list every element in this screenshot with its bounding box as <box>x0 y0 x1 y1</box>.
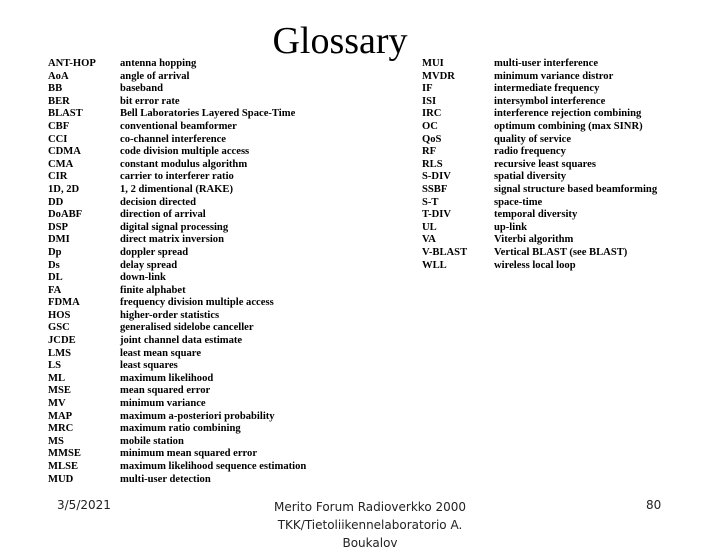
page-title: Glossary <box>272 20 408 62</box>
glossary-entry <box>48 134 328 147</box>
glossary-entry <box>48 285 328 298</box>
glossary-term: multi-user detection <box>120 473 211 485</box>
glossary-abbreviation: DoABF <box>48 209 83 221</box>
glossary-abbreviation: MSE <box>48 385 71 397</box>
glossary-term: baseband <box>120 83 163 95</box>
glossary-abbreviation: DD <box>48 196 64 208</box>
glossary-entry <box>48 184 328 197</box>
glossary-entry <box>48 322 328 335</box>
glossary-entry <box>422 108 712 121</box>
glossary-term: minimum variance <box>120 398 206 410</box>
glossary-term: digital signal processing <box>120 221 229 233</box>
footer-center-line1: Merito Forum Radioverkko 2000 <box>273 500 467 514</box>
glossary-abbreviation: DL <box>48 272 63 284</box>
glossary-abbreviation: QoS <box>422 133 442 145</box>
glossary-abbreviation: JCDE <box>48 335 76 347</box>
glossary-entry <box>48 234 328 247</box>
glossary-entry <box>48 108 328 121</box>
glossary-entry <box>48 272 328 285</box>
glossary-entry <box>48 58 328 71</box>
glossary-abbreviation: BB <box>48 83 63 95</box>
glossary-abbreviation: S-T <box>422 196 439 208</box>
glossary-term: frequency division multiple access <box>120 297 274 309</box>
glossary-entry <box>48 260 328 273</box>
glossary-abbreviation: V-BLAST <box>422 246 468 258</box>
glossary-abbreviation: ISI <box>422 95 437 107</box>
glossary-term: Bell Laboratories Layered Space-Time <box>120 108 296 120</box>
glossary-entry <box>48 373 328 386</box>
glossary-entry <box>422 58 712 71</box>
glossary-entry <box>48 411 328 424</box>
footer-page-number: 80 <box>646 498 662 512</box>
glossary-term: optimum combining (max SINR) <box>494 120 643 132</box>
glossary-abbreviation: 1D, 2D <box>48 183 80 195</box>
glossary-term: quality of service <box>494 133 572 145</box>
glossary-abbreviation: MV <box>48 398 66 410</box>
glossary-term: interference rejection combining <box>494 108 642 120</box>
glossary-abbreviation: CIR <box>48 171 68 183</box>
glossary-term: joint channel data estimate <box>120 335 243 347</box>
glossary-abbreviation: MUD <box>48 473 74 485</box>
glossary-term: spatial diversity <box>494 171 567 183</box>
glossary-abbreviation: Dp <box>48 246 62 258</box>
glossary-abbreviation: MMSE <box>48 448 81 460</box>
glossary-entry <box>48 96 328 109</box>
glossary-term: recursive least squares <box>494 158 597 170</box>
glossary-term: antenna hopping <box>120 58 197 69</box>
glossary-term: signal structure based beamforming <box>494 183 658 195</box>
glossary-abbreviation: SSBF <box>422 183 448 195</box>
glossary-term: 1, 2 dimentional (RAKE) <box>120 183 234 195</box>
glossary-term: Vertical BLAST (see BLAST) <box>494 246 628 258</box>
glossary-abbreviation: FA <box>48 284 62 296</box>
glossary-entry <box>48 398 328 411</box>
glossary-term: intermediate frequency <box>494 83 600 95</box>
glossary-term: bit error rate <box>120 95 180 107</box>
glossary-entry <box>48 335 328 348</box>
glossary-entry <box>48 385 328 398</box>
glossary-entry <box>422 71 712 84</box>
glossary-abbreviation: LS <box>48 360 61 372</box>
glossary-abbreviation: UL <box>422 221 437 233</box>
glossary-abbreviation: ANT-HOP <box>48 58 96 69</box>
glossary-abbreviation: MRC <box>48 423 74 435</box>
glossary-term: generalised sidelobe canceller <box>120 322 254 334</box>
glossary-term: maximum a-posteriori probability <box>120 410 275 422</box>
glossary-entry <box>422 209 712 222</box>
glossary-entry <box>422 222 712 235</box>
glossary-abbreviation: CCI <box>48 133 68 145</box>
glossary-entry <box>48 71 328 84</box>
glossary-abbreviation: MAP <box>48 410 73 422</box>
glossary-term: least mean square <box>120 347 202 359</box>
glossary-abbreviation: OC <box>422 120 438 132</box>
glossary-entry <box>422 247 712 260</box>
glossary-term: intersymbol interference <box>494 95 606 107</box>
glossary-left-column <box>48 58 328 486</box>
glossary-entry <box>48 310 328 323</box>
glossary-abbreviation: FDMA <box>48 297 80 309</box>
glossary-entry <box>422 96 712 109</box>
glossary-term: conventional beamformer <box>120 120 237 132</box>
glossary-entry <box>422 197 712 210</box>
glossary-term: up-link <box>494 221 527 233</box>
glossary-abbreviation: VA <box>422 234 436 246</box>
glossary-abbreviation: ML <box>48 372 66 384</box>
glossary-entry <box>48 448 328 461</box>
glossary-entry <box>48 159 328 172</box>
glossary-term: mean squared error <box>120 385 211 397</box>
glossary-abbreviation: CBF <box>48 120 70 132</box>
glossary-abbreviation: AoA <box>48 70 69 82</box>
glossary-entry <box>48 171 328 184</box>
glossary-abbreviation: BER <box>48 95 70 107</box>
glossary-term: code division multiple access <box>120 146 250 158</box>
glossary-entry <box>48 436 328 449</box>
glossary-entry <box>48 222 328 235</box>
glossary-term: mobile station <box>120 435 184 447</box>
glossary-entry <box>48 423 328 436</box>
glossary-term: doppler spread <box>120 246 189 258</box>
glossary-term: delay spread <box>120 259 178 271</box>
glossary-term: direction of arrival <box>120 209 206 221</box>
glossary-entry <box>422 260 712 273</box>
glossary-entry <box>48 461 328 474</box>
glossary-term: minimum mean squared error <box>120 448 258 460</box>
glossary-abbreviation: MLSE <box>48 461 79 472</box>
glossary-abbreviation: RF <box>422 146 437 158</box>
glossary-entry <box>48 348 328 361</box>
glossary-abbreviation: DSP <box>48 221 69 233</box>
glossary-term: maximum likelihood sequence estimation <box>120 461 307 472</box>
glossary-abbreviation: BLAST <box>48 108 83 120</box>
glossary-term: constant modulus algorithm <box>120 158 248 170</box>
glossary-term: co-channel interference <box>120 133 226 145</box>
glossary-abbreviation: HOS <box>48 309 71 321</box>
glossary-abbreviation: Ds <box>48 259 60 271</box>
glossary-entry <box>48 121 328 134</box>
glossary-term: maximum likelihood <box>120 372 214 384</box>
glossary-abbreviation: MUI <box>422 58 444 69</box>
glossary-entry <box>48 474 328 487</box>
glossary-term: multi-user interference <box>494 58 599 69</box>
glossary-abbreviation: GSC <box>48 322 70 334</box>
glossary-term: radio frequency <box>494 146 566 158</box>
glossary-term: angle of arrival <box>120 70 190 82</box>
glossary-abbreviation: WLL <box>422 259 447 271</box>
glossary-entry <box>422 146 712 159</box>
glossary-abbreviation: IRC <box>422 108 442 120</box>
glossary-entry <box>48 247 328 260</box>
glossary-entry <box>48 146 328 159</box>
glossary-abbreviation: RLS <box>422 158 443 170</box>
glossary-term: temporal diversity <box>494 209 578 221</box>
glossary-term: Viterbi algorithm <box>494 234 574 246</box>
glossary-entry <box>422 184 712 197</box>
glossary-term: decision directed <box>120 196 197 208</box>
glossary-entry <box>422 159 712 172</box>
glossary-term: higher-order statistics <box>120 309 220 321</box>
glossary-entry <box>422 83 712 96</box>
glossary-entry <box>48 297 328 310</box>
glossary-abbreviation: MS <box>48 435 64 447</box>
glossary-abbreviation: T-DIV <box>422 209 452 221</box>
glossary-abbreviation: DMI <box>48 234 70 246</box>
footer-center <box>250 498 490 552</box>
glossary-term: carrier to interferer ratio <box>120 171 234 183</box>
glossary-abbreviation: CMA <box>48 158 74 170</box>
glossary-term: maximum ratio combining <box>120 423 241 435</box>
glossary-term: space-time <box>494 196 543 208</box>
glossary-entry <box>422 171 712 184</box>
glossary-abbreviation: LMS <box>48 347 71 359</box>
glossary-term: wireless local loop <box>494 259 576 271</box>
glossary-entry <box>422 134 712 147</box>
glossary-entry <box>422 121 712 134</box>
glossary-term: minimum variance distror <box>494 70 614 82</box>
glossary-entry <box>48 83 328 96</box>
glossary-entry <box>48 360 328 373</box>
glossary-term: down-link <box>120 272 166 284</box>
glossary-abbreviation: S-DIV <box>422 171 451 183</box>
glossary-term: finite alphabet <box>120 284 186 296</box>
glossary-entry <box>48 209 328 222</box>
footer-date: 3/5/2021 <box>57 498 111 512</box>
glossary-entry <box>48 197 328 210</box>
glossary-term: least squares <box>120 360 178 372</box>
glossary-abbreviation: CDMA <box>48 146 81 158</box>
footer-center-line2: TKK/Tietoliikennelaboratorio A. Boukalov <box>277 518 463 550</box>
glossary-abbreviation: IF <box>422 83 433 95</box>
glossary-abbreviation: MVDR <box>422 70 455 82</box>
glossary-term: direct matrix inversion <box>120 234 224 246</box>
glossary-right-column <box>422 58 712 272</box>
glossary-entry <box>422 234 712 247</box>
